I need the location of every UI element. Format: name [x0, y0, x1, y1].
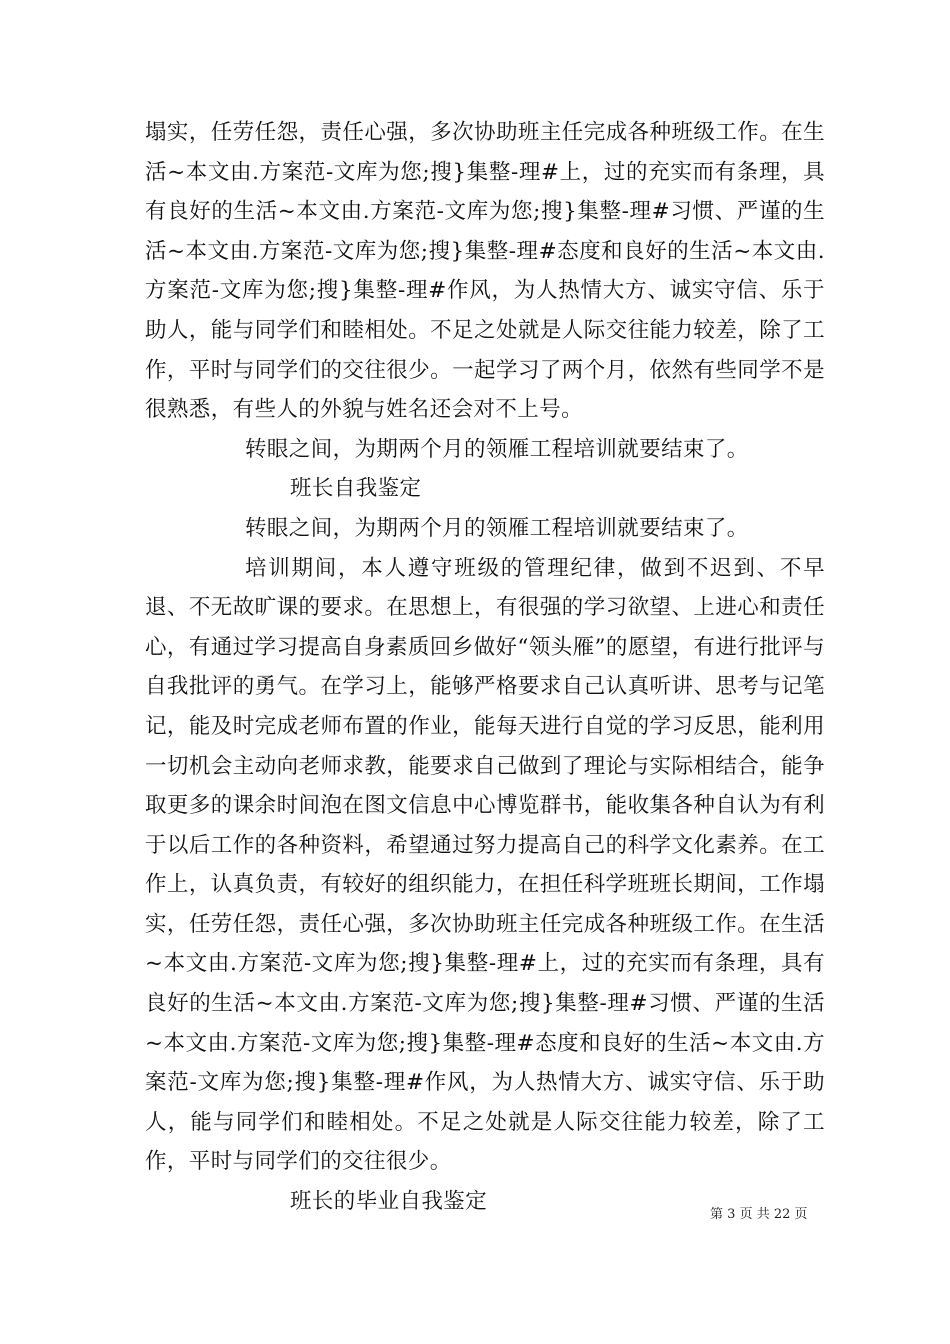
paragraph-continuation: 塌实，任劳任怨，责任心强，多次协助班主任完成各种班级工作。在生活~本文由.方案范-文库为您;搜}集整-理#上，过的充实而有条理，具有良好的生活~本文由.方案范-文库为您;搜}集整-理#习惯、严谨的生活~本文由.方案范-文库为您;搜}集整-理#态度和良好的生活~本文由.方案范-文库为您;搜}集整-理#作风，为人热情大方、诚实守信、乐于助人，能与同学们和睦相处。不足之处就是人际交往能力较差，除了工作，平时与同学们的交往很少。一起学习了两个月，依然有些同学不是很熟悉，有些人的外貌与姓名还会对不上号。: [145, 120, 825, 423]
section-heading-graduation-self-appraisal: 班长的毕业自我鉴定: [290, 1189, 488, 1215]
body-text: [145, 113, 825, 1222]
page-number-footer: [710, 1207, 808, 1223]
footer-prefix: 第: [710, 1207, 724, 1222]
section-heading-monitor-self-appraisal: 班长自我鉴定: [290, 476, 422, 502]
footer-suffix: 页: [794, 1207, 808, 1222]
paragraph-training-ending-repeat: 转眼之间，为期两个月的领雁工程培训就要结束了。: [245, 515, 749, 541]
footer-middle: 页 共: [739, 1207, 770, 1222]
paragraph-training-period: 培训期间，本人遵守班级的管理纪律，做到不迟到、不早退、不无故旷课的要求。在思想上，有很强的学习欲望、上进心和责任心，有通过学习提高自身素质回乡做好“领头雁”的愿望，有进行批评与自我批评的勇气。在学习上，能够严格要求自己认真听讲、思考与记笔记，能及时完成老师布置的作业，能每天进行自觉的学习反思，能利用一切机会主动向老师求教，能要求自己做到了理论与实际相结合，能争取更多的课余时间泡在图文信息中心博览群书，能收集各种自认为有利于以后工作的各种资料，希望通过努力提高自己的科学文化素养。在工作上，认真负责，有较好的组织能力，在担任科学班班长期间，工作塌实，任劳任怨，责任心强，多次协助班主任完成各种班级工作。在生活~本文由.方案范-文库为您;搜}集整-理#上，过的充实而有条理，具有良好的生活~本文由.方案范-文库为您;搜}集整-理#习惯、严谨的生活~本文由.方案范-文库为您;搜}集整-理#态度和良好的生活~本文由.方案范-文库为您;搜}集整-理#作风，为人热情大方、诚实守信、乐于助人，能与同学们和睦相处。不足之处就是人际交往能力较差，除了工作，平时与同学们的交往很少。: [145, 555, 825, 1175]
footer-current-page: 3: [727, 1207, 736, 1222]
paragraph-training-ending: 转眼之间，为期两个月的领雁工程培训就要结束了。: [245, 436, 749, 462]
footer-total-pages: 22: [773, 1207, 791, 1222]
